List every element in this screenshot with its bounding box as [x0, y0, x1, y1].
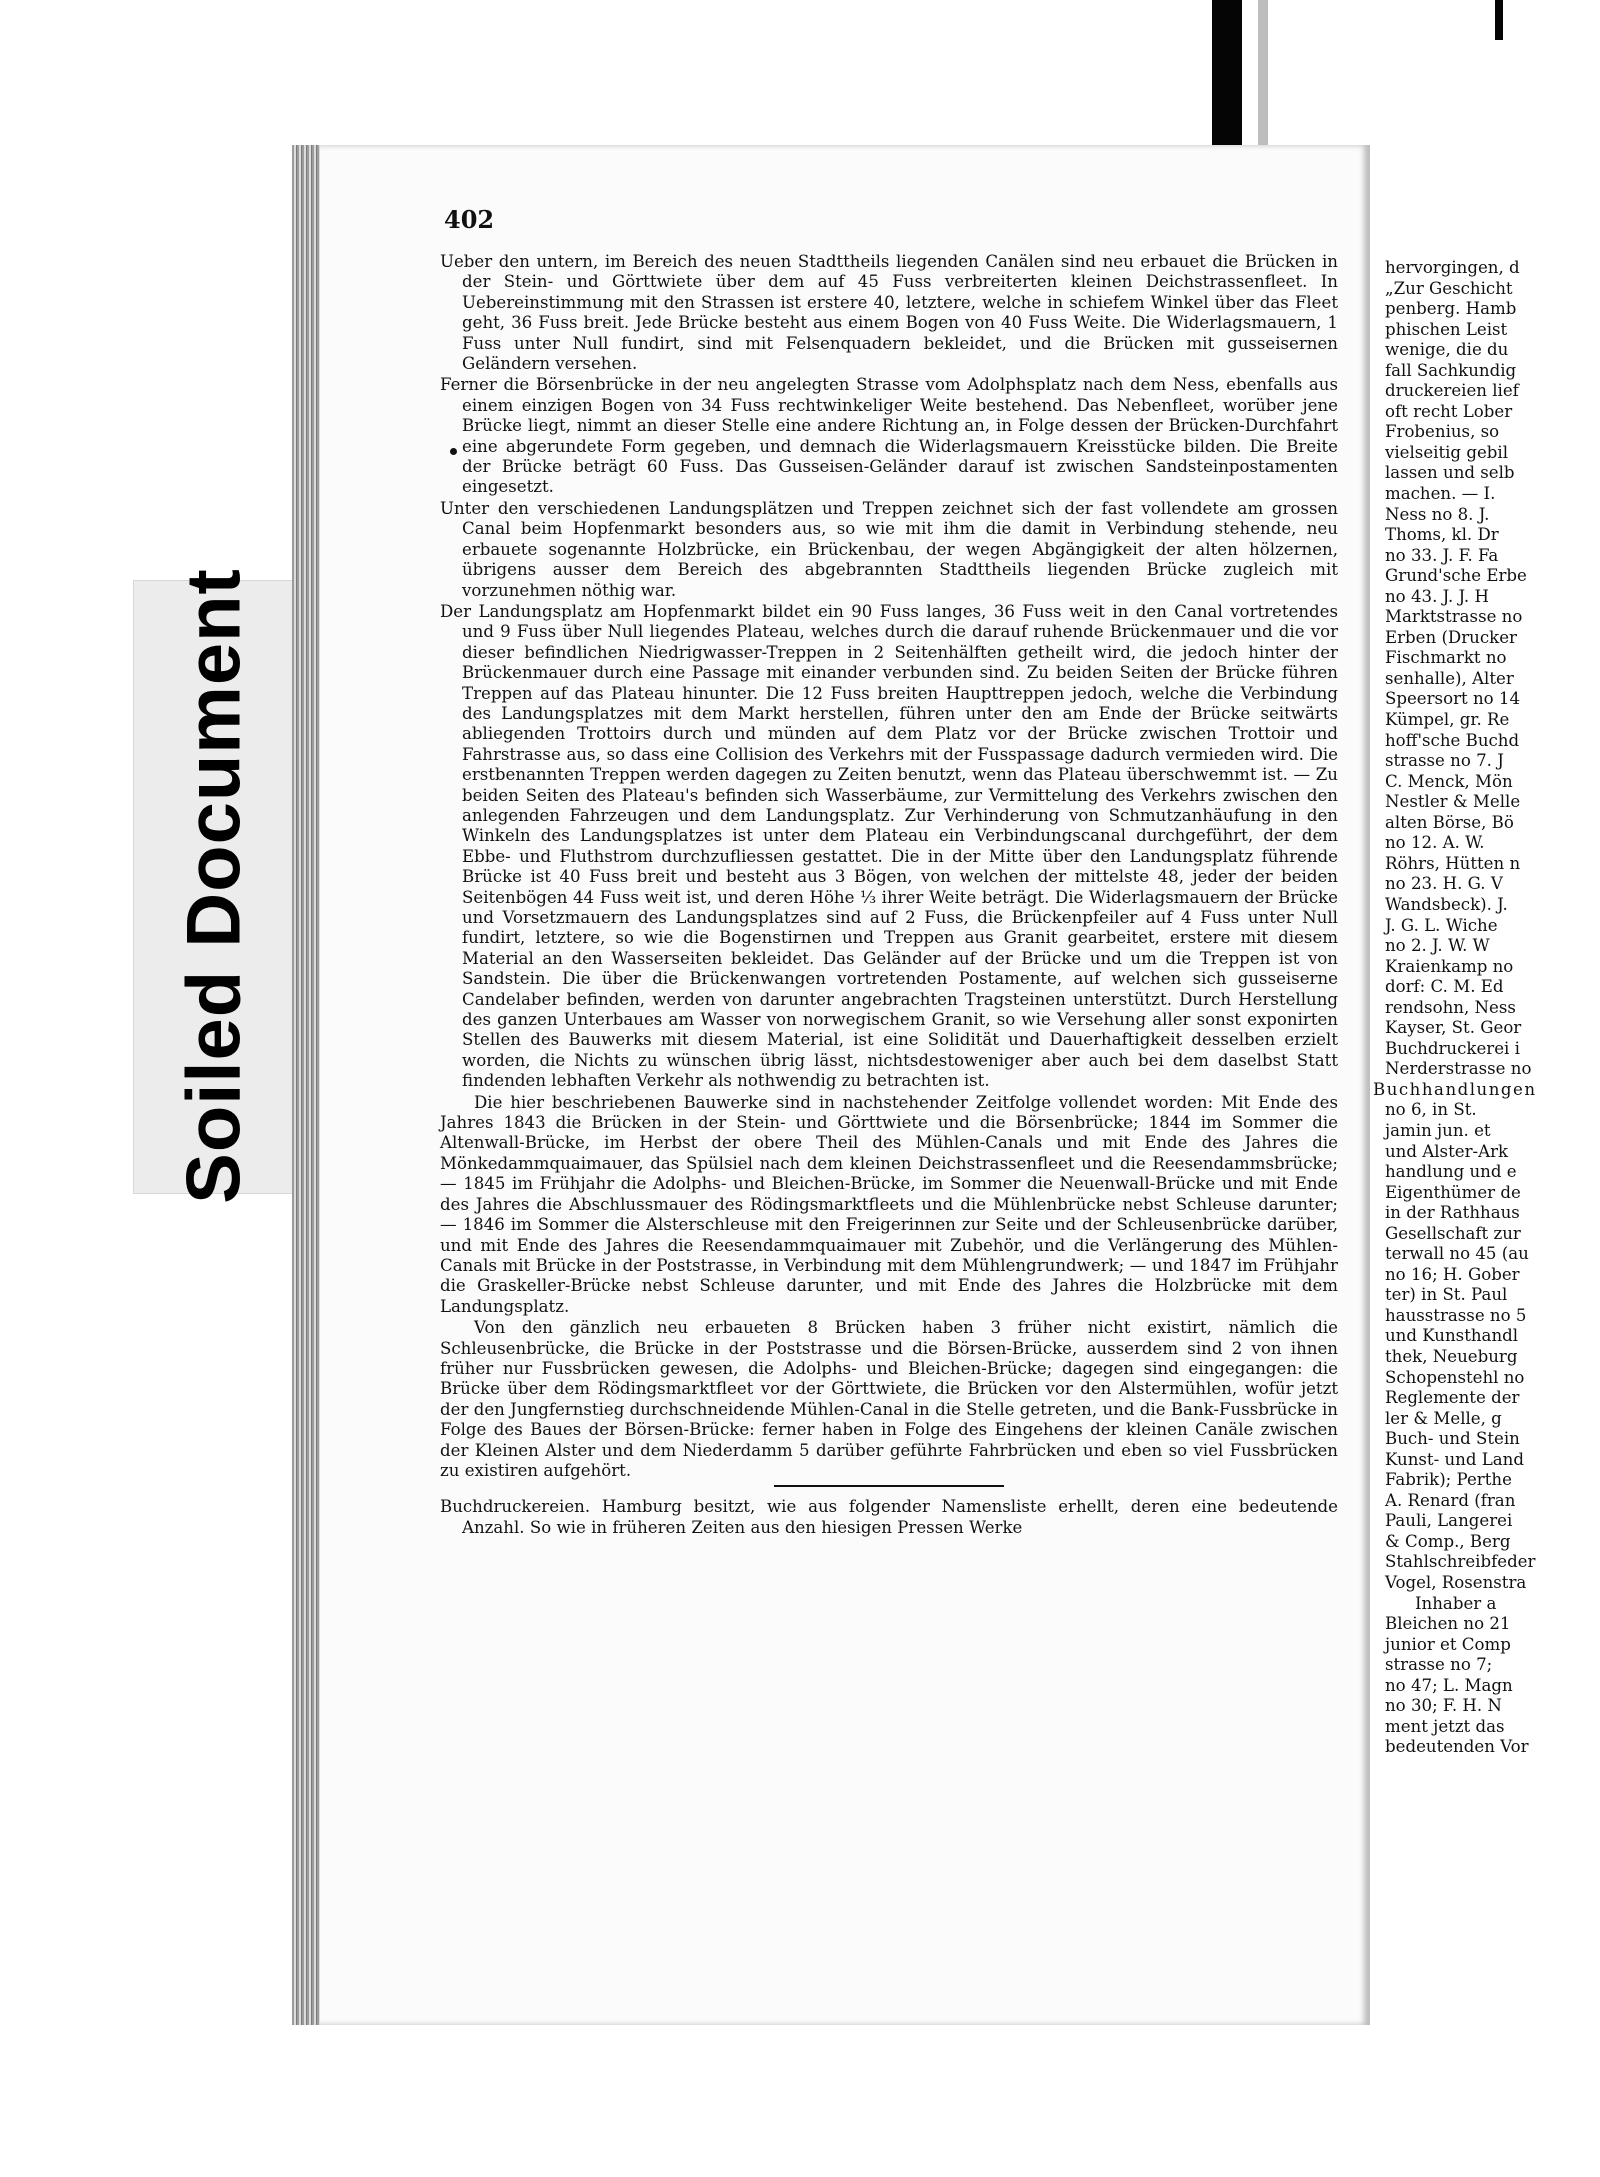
- facing-page-line: Eigenthümer de: [1385, 1182, 1521, 1202]
- facing-page-line: Buchdruckerei i: [1385, 1038, 1520, 1058]
- facing-page-line: Thoms, kl. Dr: [1385, 525, 1499, 545]
- facing-page-line: strasse no 7. J: [1385, 751, 1504, 771]
- facing-page-line: Kümpel, gr. Re: [1385, 710, 1510, 730]
- facing-page-line: junior et Comp: [1385, 1634, 1511, 1654]
- facing-page-line: Vogel, Rosenstra: [1385, 1573, 1527, 1592]
- facing-page-line: Wandsbeck). J.: [1385, 894, 1508, 914]
- section-divider: [774, 1485, 1004, 1487]
- facing-page-line: thek, Neueburg: [1385, 1346, 1518, 1366]
- facing-page-line: bedeutenden Vor: [1385, 1737, 1529, 1757]
- facing-page-line: rendsohn, Ness: [1385, 997, 1516, 1017]
- facing-page-line: phischen Leist: [1385, 319, 1508, 339]
- facing-page-line: Bleichen no 21: [1385, 1614, 1511, 1634]
- facing-page-line: J. G. L. Wiche: [1385, 915, 1498, 935]
- facing-page-line: no 43. J. J. H: [1385, 586, 1489, 606]
- facing-page-line: Ness no 8. J.: [1385, 504, 1490, 524]
- facing-page-text: [1373, 258, 1600, 1758]
- paragraph-landungsplaetze: Unter den verschiedenen Landungsplätzen und Treppen zeichnet sich der fast vollendete am grossen Canal beim Hopfenmarkt besonders aus, so wie mit ihm die damit in Verbindung stehende, neu erbauete sogenannte Holzbrücke, ein Brückenbau, der wegen Abgängigkeit der alten hölzernen, übrigens ausser dem Bereich des abgebrannten Stadttheils liegenden Brücke zugleich mit vorzunehmen nöthig war.: [440, 498, 1338, 600]
- paragraph-buchdruckereien: Buchdruckereien. Hamburg besitzt, wie aus folgender Namensliste erhellt, deren eine bedeutende Anzahl. So wie in früheren Zeiten aus den hiesigen Pressen Werke: [440, 1497, 1338, 1537]
- facing-page-line: no 30; F. H. N: [1385, 1696, 1502, 1716]
- facing-page-line: no 12. A. W.: [1385, 833, 1485, 853]
- facing-page-line: machen. — I.: [1385, 484, 1496, 504]
- paragraph-summary: Von den gänzlich neu erbaueten 8 Brücken haben 3 früher nicht existirt, nämlich die Schleusenbrücke, die Brücke in der Poststrasse und die Börsen-Brücke, ausserdem sind 2 von ihnen früher nur Fussbrücken gewesen, die Adolphs- und Bleichen-Brücke; dagegen sind eingegangen: die Brücke über dem Rödingsmarktfleet vor der Görttwiete, die Brücken vor den Alstermühlen, wofür jetzt der den Jungfernstieg durchschneidende Mühlen-Canal in die Stelle getreten, und die Bank-Fussbrücke in Folge des Baues der Börsen-Brücke: ferner haben in Folge des Eingehens der kleinen Canäle zwischen der Kleinen Alster und dem Niederdamm 5 darüber geführte Fahrbrücken und eben so viel Fussbrücken zu existiren aufgehört.: [440, 1318, 1338, 1480]
- facing-page-line: dorf: C. M. Ed: [1385, 977, 1504, 997]
- facing-page-line: Fabrik); Perthe: [1385, 1470, 1512, 1490]
- paragraph-boersenbruecke: Ferner die Börsenbrücke in der neu angelegten Strasse vom Adolphsplatz nach dem Ness, ebenfalls aus einem einzigen Bogen von 34 Fuss rechtwinkeliger Weite bestehend. Das Nebenfleet, worüber jene Brücke liegt, nimmt an dieser Stelle eine andere Richtung an, in Folge dessen der Brücken-Durchfahrt eine abgerundete Form gegeben, und demnach die Widerlagsmauern Kreisstücke bilden. Die Breite der Brücke beträgt 60 Fuss. Das Gusseisen-Geländer darauf ist zwischen Sandsteinpostamenten eingesetzt.: [440, 375, 1338, 497]
- paragraph-hopfenmarkt: Der Landungsplatz am Hopfenmarkt bildet ein 90 Fuss langes, 36 Fuss weit in den Canal vortretendes und 9 Fuss über Null liegendes Plateau, welches durch die darauf ruhende Brückenmauer und die vor dieser befindlichen Niedrigwasser-Treppen in 2 Seitenhälften getheilt wird, die jedoch hinter der Brückenmauer durch eine Passage mit einander verbunden sind. Zu beiden Seiten der Brücke führen Treppen auf das Plateau hinunter. Die 12 Fuss breiten Haupttreppen jedoch, welche die Verbindung des Landungsplatzes mit dem Markt herstellen, führen unter den am Ende der Brücke seitwärts abliegenden Trottoirs durch und münden auf dem Platz vor der Brücke zwischen Trottoir und Fahrstrasse aus, so dass eine Collision des Verkehrs mit der Fusspassage dadurch vermieden wird. Die erstbenannten Treppen werden dagegen zu Zeiten benutzt, wenn das Plateau überschwemmt ist. — Zu beiden Seiten des Plateau's befinden sich Wasserbäume, zur Vermittelung des Verkehrs zwischen den anlegenden Fahrzeugen und dem Landungsplatz. Zur Verhinderung von Schmutzanhäufung in den Winkeln des Landungsplatzes ist unter dem Plateau ein Verbindungscanal durchgeführt, der dem Ebbe- und Fluthstrom durchzufliessen gestattet. Die in der Mitte über den Landungsplatz führende Brücke ist 40 Fuss breit und besteht aus 3 Bögen, von welchen der mittelste 48, jeder der beiden Seitenbögen 44 Fuss weit ist, und deren Höhe ⅓ ihrer Weite beträgt. Die Widerlagsmauern der Brücke und Vorsetzmauern des Landungsplatzes sind auf 2 Fuss, die Brückenpfeiler auf 4 Fuss unter Null fundirt, letztere, so wie die Bogenstirnen und Treppen aus Granit gearbeitet, erstere mit diesem Material an den Wasserseiten bekleidet. Das Geländer auf der Brücke und um die Treppen ist von Sandstein. Die über die Brückenwangen vortretenden Postamente, auf welchen sich gusseiserne Candelaber befinden, werden von darunter angebrachten Tragsteinen unterstützt. Durch Herstellung des ganzen Unterbaues am Wasser von norwegischem Granit, so wie Versehung aller sonst exponirten Stellen des Bauwerks mit diesem Material, ist eine Solidität und Dauerhaftigkeit desselben erzielt worden, die Nichts zu wünschen übrig lässt, nichtsdestoweniger aber auch bei dem daselbst Statt findenden lebhaften Verkehr als nothwendig zu betrachten ist.: [440, 601, 1338, 1091]
- facing-page-line: Gesellschaft zur: [1385, 1223, 1521, 1243]
- facing-page-line: alten Börse, Bö: [1385, 812, 1514, 832]
- facing-page-line: Kayser, St. Geor: [1385, 1018, 1522, 1038]
- facing-page-line: no 33. J. F. Fa: [1385, 545, 1499, 565]
- paragraph-bridges-canals: Ueber den untern, im Bereich des neuen Stadttheils liegenden Canälen sind neu erbauet die Brücken in der Stein- und Görttwiete über dem auf 45 Fuss verbreiterten kleinen Deichstrassenfleet. In Uebereinstimmung mit den Strassen ist erstere 40, letztere, welche in schiefem Winkel über das Fleet geht, 36 Fuss breit. Jede Brücke besteht aus einem Bogen von 40 Fuss Weite. Die Widerlagsmauern, 1 Fuss unter Null fundirt, sind mit Felsenquadern bekleidet, und die Brücken mit gusseisernen Geländern versehen.: [440, 252, 1338, 374]
- facing-page-line: Marktstrasse no: [1385, 607, 1523, 627]
- facing-page-line: terwall no 45 (au: [1385, 1244, 1529, 1264]
- facing-page-line: no 47; L. Magn: [1385, 1675, 1513, 1695]
- facing-page-line: Schopenstehl no: [1385, 1367, 1525, 1387]
- facing-page-line: und Alster-Ark: [1385, 1141, 1509, 1161]
- facing-page-line: und Kunsthandl: [1385, 1326, 1519, 1346]
- facing-page-line: Inhaber a: [1415, 1593, 1497, 1613]
- facing-page-line: fall Sachkundig: [1385, 360, 1517, 380]
- facing-page-line: hoff'sche Buchd: [1385, 730, 1520, 750]
- facing-page-line: lassen und selb: [1385, 463, 1515, 483]
- facing-page-line: strasse no 7;: [1385, 1655, 1493, 1675]
- facing-page-line: Stahlschreibfeder: [1385, 1552, 1536, 1572]
- facing-page-line: Grund'sche Erbe: [1385, 566, 1527, 586]
- facing-page-line: druckereien lief: [1385, 381, 1519, 401]
- facing-page-line: Nestler & Melle: [1385, 792, 1521, 812]
- facing-page-line: Kunst- und Land: [1385, 1449, 1524, 1469]
- facing-page-line: jamin jun. et: [1385, 1120, 1491, 1140]
- facing-page: [1370, 180, 1600, 2040]
- facing-page-line: Nerderstrasse no: [1385, 1059, 1532, 1079]
- facing-page-line: ler & Melle, g: [1385, 1408, 1502, 1428]
- facing-page-line: wenige, die du: [1385, 340, 1509, 360]
- facing-page-line: oft recht Lober: [1385, 401, 1513, 421]
- facing-page-line: Kraienkamp no: [1385, 956, 1514, 976]
- facing-page-line: „Zur Geschicht: [1385, 278, 1513, 298]
- facing-page-line: hervorgingen, d: [1385, 258, 1520, 277]
- facing-page-line: vielseitig gebil: [1385, 442, 1509, 462]
- facing-page-line: penberg. Hamb: [1385, 299, 1517, 319]
- facing-page-line: Frobenius, so: [1385, 422, 1500, 442]
- page-number: 402: [444, 205, 495, 234]
- facing-page-line: Röhrs, Hütten n: [1385, 853, 1521, 873]
- facing-page-line: in der Rathhaus: [1385, 1203, 1520, 1223]
- facing-page-line: ter) in St. Paul: [1385, 1285, 1508, 1305]
- facing-page-line: Erben (Drucker: [1385, 627, 1517, 647]
- facing-page-line: Fischmarkt no: [1385, 648, 1507, 668]
- page-edge: [292, 145, 322, 2025]
- facing-page-line: no 2. J. W. W: [1385, 936, 1490, 956]
- facing-page-line: no 16; H. Gober: [1385, 1264, 1520, 1284]
- facing-page-line: ment jetzt das: [1385, 1716, 1505, 1736]
- facing-page-line: no 23. H. G. V: [1385, 874, 1503, 894]
- facing-page-line: handlung und e: [1385, 1162, 1517, 1182]
- facing-page-line: hausstrasse no 5: [1385, 1305, 1527, 1325]
- facing-page-line: Speersort no 14: [1385, 689, 1521, 709]
- paragraph-chronology: Die hier beschriebenen Bauwerke sind in nachstehender Zeitfolge vollendet worden: Mit Ende des Jahres 1843 die Brücken in der Stein- und Görttwiete und die Börsenbrücke; 1844 im Sommer die Altenwall-Brücke, im Herbst der obere Theil des Mühlen-Canals und mit Ende des Jahres die Mönkedammquaimauer, das Spülsiel nach dem kleinen Deichstrassenfleet und die Reesendammsbrücke; — 1845 im Frühjahr die Adolphs- und Bleichen-Brücke, im Sommer die Neuenwall-Brücke und mit Ende des Jahres die Abschlussmauer des Rödingsmarktfleets und die Mühlenbrücke nebst Schleuse darunter; — 1846 im Sommer die Alsterschleuse mit den Freigerinnen zur Seite und der Schleusenbrücke darüber, und mit Ende des Jahres die Reesendammquaimauer mit Zubehör, und die Verlängerung des Mühlen-Canals mit Brücke in der Poststrasse, in Verbindung mit dem Mühlengrundwerk; — und 1847 im Frühjahr die Graskeller-Brücke nebst Schleuse darunter, und mit Ende des Jahres die Holzbrücke mit dem Landungsplatz.: [440, 1092, 1338, 1316]
- facing-page-line: senhalle), Alter: [1385, 668, 1514, 688]
- soiled-document-label: Soiled Document: [171, 568, 257, 1204]
- facing-page-line: C. Menck, Mön: [1385, 771, 1513, 791]
- facing-page-line: Pauli, Langerei: [1385, 1511, 1513, 1531]
- scan-border-strip: [1495, 0, 1503, 40]
- facing-page-line: Buchhandlungen: [1373, 1079, 1537, 1099]
- facing-page-line: Buch- und Stein: [1385, 1429, 1520, 1449]
- page-body: [440, 252, 1338, 1539]
- facing-page-line: A. Renard (fran: [1385, 1490, 1516, 1510]
- scan-border-strip: [1258, 0, 1268, 160]
- facing-page-line: & Comp., Berg: [1385, 1531, 1511, 1551]
- facing-page-line: no 6, in St.: [1385, 1100, 1477, 1120]
- facing-page-line: Reglemente der: [1385, 1388, 1520, 1408]
